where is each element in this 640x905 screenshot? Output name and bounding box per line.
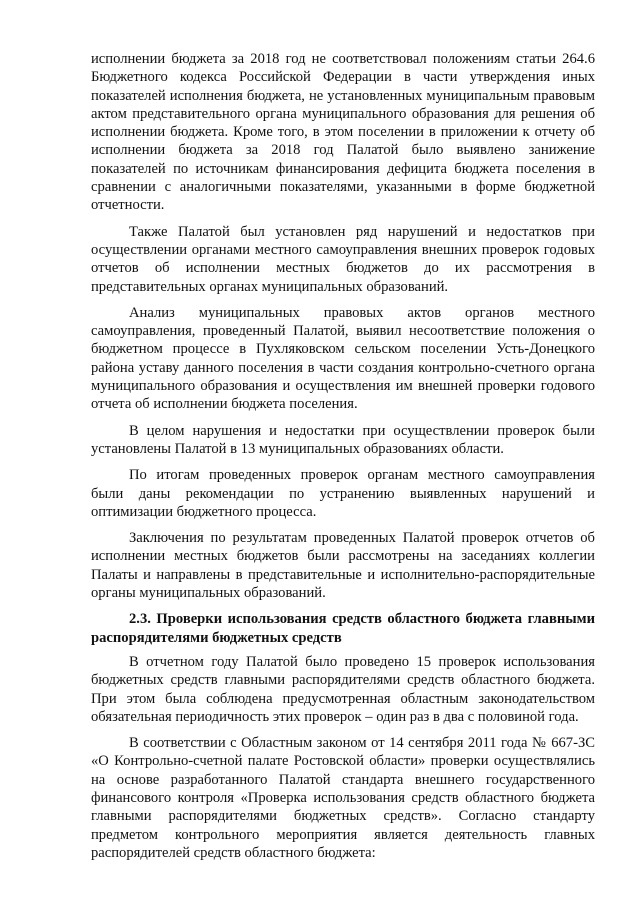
paragraph-recommendations: По итогам проведенных проверок органам местного самоуправления были даны рекомендации по устранению выявленных нарушений и оптимизации бюджетного процесса.	[91, 467, 595, 520]
paragraph-conclusions: Заключения по результатам проведенных Палатой проверок отчетов об исполнении местных бюджетов были рассмотрены на заседаниях коллегии Палаты и направлены в представительные и исполнительно-распорядительные органы муниципальных образований.	[91, 530, 595, 602]
section-heading: 2.3. Проверки использования средств областного бюджета главными распорядителями бюджетных средств	[91, 611, 595, 646]
paragraph-legal-acts-analysis: Анализ муниципальных правовых актов органов местного самоуправления, проведенный Палатой, выявил несоответствие положения о бюджетном процессе в Пухляковском сельском поселении Усть-Донецкого района уставу данного поселения в части создания контрольно-счетного органа муниципального образования и осуществления им внешней проверки годового отчета об исполнении бюджета поселения.	[91, 304, 595, 413]
paragraph-budget-execution: исполнении бюджета за 2018 год не соответствовал положениям статьи 264.6 Бюджетного кодекса Российской Федерации в части утверждения иных показателей исполнения бюджета, не установленных муниципальным правовым актом представительного органа муниципального образования для решения об исполнении бюджета. Кроме того, в этом поселении в приложении к отчету об исполнении бюджета за 2018 год Палатой было выявлено занижение показателей по источникам финансирования дефицита бюджета поселения в сравнении с аналогичными показателями, указанными в форме бюджетной отчетности.	[91, 51, 595, 214]
document-page	[91, 50, 595, 870]
paragraph-external-audit-violations: Также Палатой был установлен ряд нарушений и недостатков при осуществлении органами местного самоуправления внешних проверок годовых отчетов об исполнении местных бюджетов до их рассмотрения в представительных органах муниципальных образований.	[91, 223, 595, 295]
paragraph-violations-summary: В целом нарушения и недостатки при осуществлении проверок были установлены Палатой в 13 муниципальных образованиях области.	[91, 422, 595, 457]
paragraph-inspections-count: В отчетном году Палатой было проведено 15 проверок использования бюджетных средств главными распорядителями средств областного бюджета. При этом была соблюдена предусмотренная областным законодательством обязательная периодичность этих проверок – один раз в два с половиной года.	[91, 653, 595, 725]
paragraph-audit-standard: В соответствии с Областным законом от 14 сентября 2011 года № 667-ЗС «О Контрольно-счетной палате Ростовской области» проверки осуществлялись на основе разработанного Палатой стандарта внешнего государственного финансового контроля «Проверка использования средств областного бюджета главными распорядителями бюджетных средств». Согласно стандарту предметом контрольного мероприятия является деятельность главных распорядителей средств областного бюджета:	[91, 735, 595, 861]
